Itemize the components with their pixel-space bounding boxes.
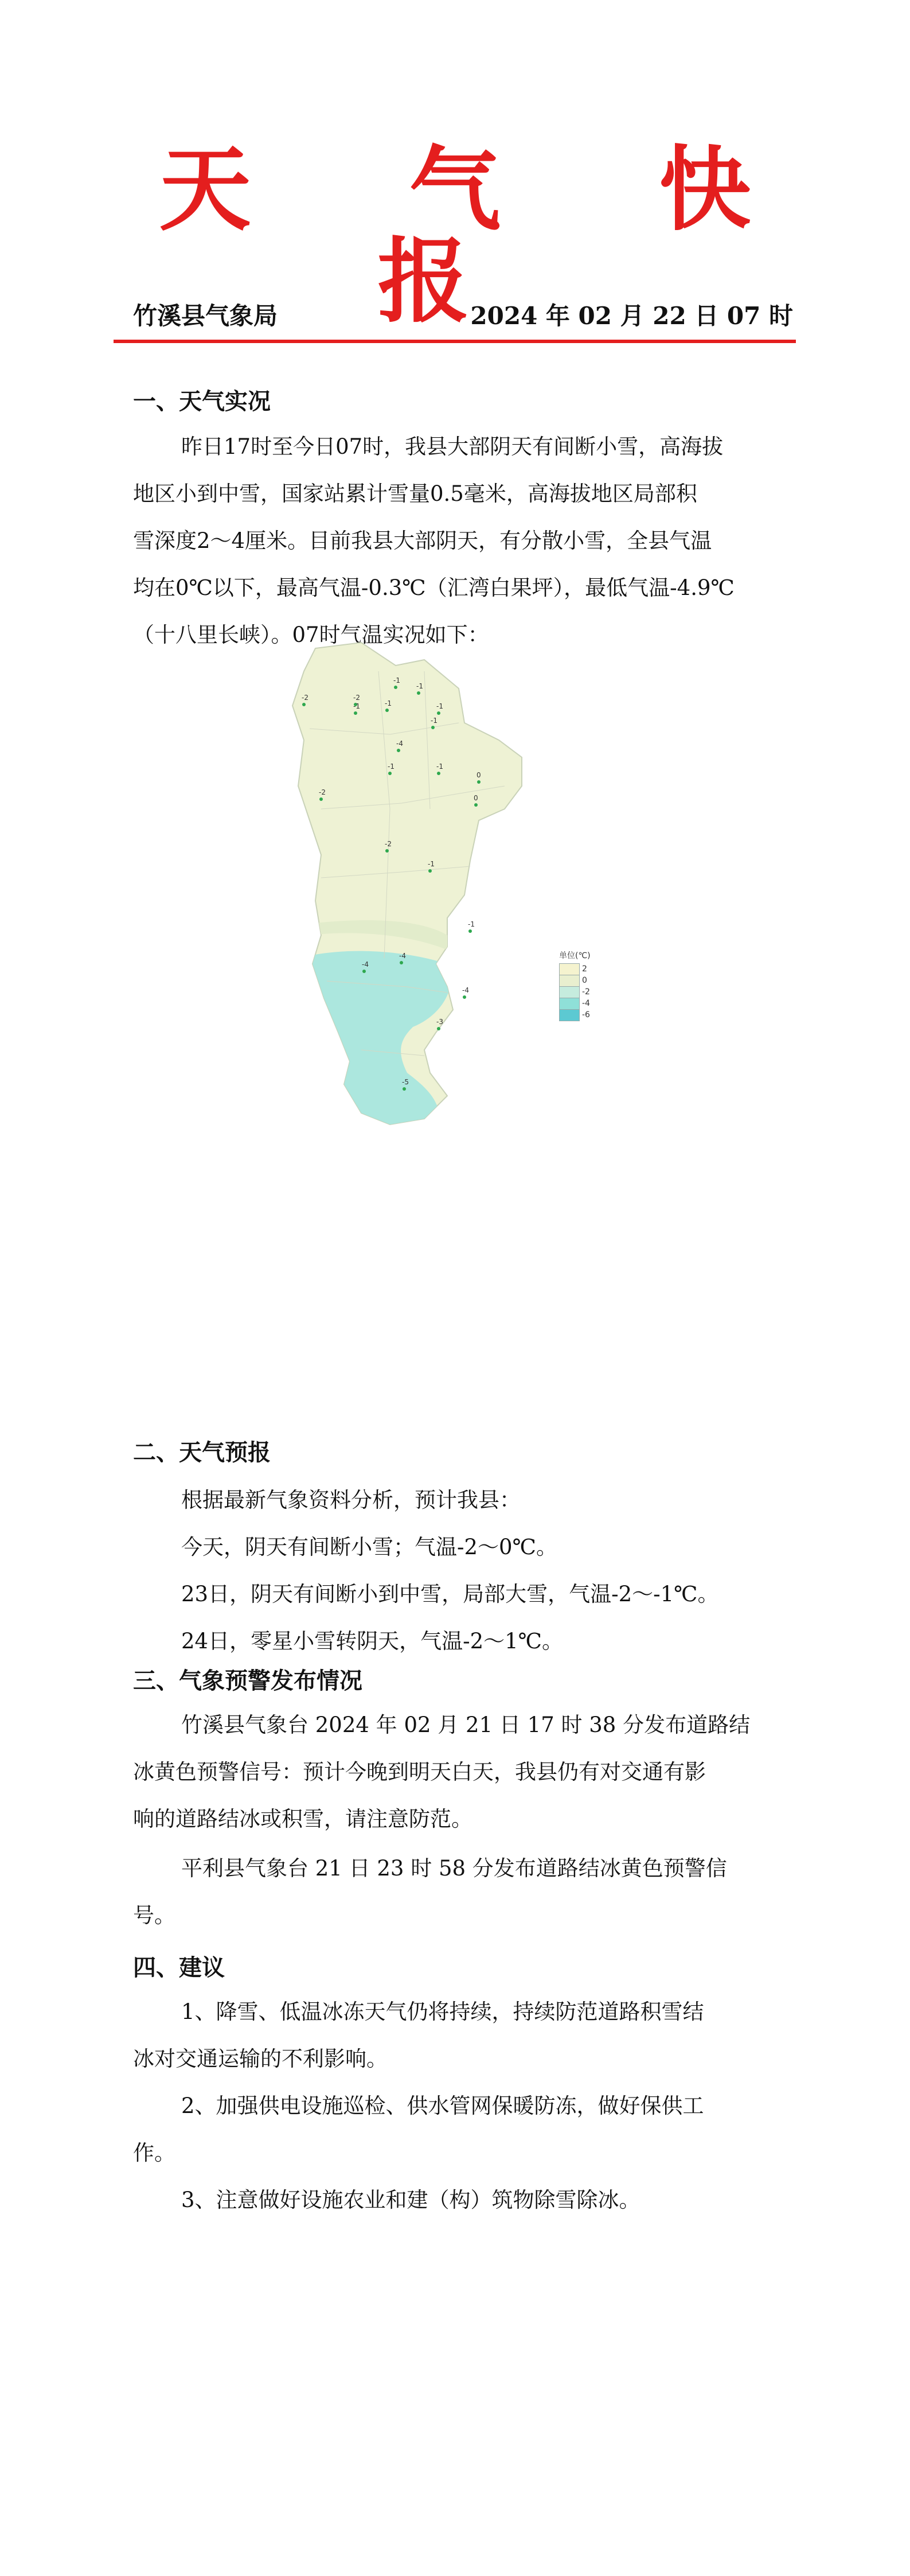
warning-paragraph: 竹溪县气象台 2024 年 02 月 21 日 17 时 38 分发布道路结 冰黄色预警信号：预计今晚到明天白天，我县仍有对交通有影 响的道路结冰或积雪，请注意防范。 [133, 1713, 751, 1831]
legend-row: -2 [559, 986, 622, 998]
text-line: 均在0℃以下，最高气温-0.3℃（汇湾白果坪），最低气温-4.9℃ [133, 575, 735, 600]
station-marker [385, 709, 389, 712]
station-temp-label: -1 [436, 762, 443, 771]
station-marker [302, 703, 306, 706]
station-marker [477, 780, 481, 784]
legend-row: -4 [559, 998, 622, 1009]
station-temp-label: -1 [468, 920, 475, 928]
station-temp-label: -1 [385, 699, 392, 707]
station-temp-label: -1 [436, 702, 443, 710]
station-temp-label: -2 [319, 788, 326, 796]
text-line: （十八里长峡）。07时气温实况如下： [133, 622, 489, 647]
station-marker [474, 803, 478, 807]
section-heading-forecast: 二、天气预报 [133, 1439, 271, 1466]
section-heading-warnings: 三、气象预警发布情况 [133, 1667, 362, 1694]
station-temp-label: -4 [399, 952, 406, 960]
station-marker [319, 797, 323, 801]
legend-row: -6 [559, 1009, 622, 1021]
station-marker [388, 772, 392, 775]
station-marker [437, 1027, 440, 1030]
legend-title: 单位(℃) [559, 951, 591, 960]
station-temp-label: 0 [474, 794, 478, 802]
station-marker [354, 711, 357, 715]
station-marker [400, 961, 403, 964]
section-heading-advice: 四、建议 [133, 1954, 225, 1981]
station-temp-label: -1 [353, 702, 360, 710]
forecast-intro: 根据最新气象资料分析，预计我县： [181, 1488, 521, 1512]
station-marker [397, 749, 400, 752]
station-temp-label: -3 [436, 1018, 443, 1026]
forecast-item: 23日，阴天有间断小到中雪，局部大雪，气温-2～-1℃。 [181, 1582, 719, 1606]
warning-paragraph: 平利县气象台 21 日 23 时 58 分发布道路结冰黄色预警信 号。 [133, 1856, 727, 1928]
forecast-item: 24日，零星小雪转阴天，气温-2～1℃。 [181, 1629, 564, 1653]
station-temp-label: -4 [396, 740, 403, 748]
station-marker [468, 929, 472, 933]
station-temp-label: -4 [462, 986, 469, 994]
station-marker [437, 711, 440, 715]
station-temp-label: -1 [428, 860, 435, 868]
station-marker [437, 772, 440, 775]
county-shape [292, 643, 522, 1124]
station-marker [362, 970, 366, 973]
station-marker [428, 869, 432, 873]
station-temp-label: -1 [393, 676, 400, 684]
station-temp-label: -2 [385, 840, 392, 848]
station-temp-label: -1 [431, 717, 438, 725]
station-temp-label: -2 [353, 694, 360, 702]
station-marker [394, 686, 397, 689]
station-temp-label: 0 [477, 771, 481, 779]
legend-row: 0 [559, 975, 622, 986]
page-title: 天 气 快 报 [159, 135, 814, 335]
station-marker [463, 995, 466, 999]
issuing-org: 竹溪县气象局 [133, 302, 278, 330]
text-line: 昨日17时至今日07时，我县大部阴天有间断小雪，高海拔 [181, 434, 724, 459]
temperature-map [275, 637, 619, 1136]
station-marker [385, 849, 389, 853]
station-temp-label: -5 [402, 1078, 409, 1086]
advice-paragraph: 3、注意做好设施农业和建（构）筑物除雪除冰。 [181, 2188, 640, 2212]
advice-paragraph: 1、降雪、低温冰冻天气仍将持续，持续防范道路积雪结 冰对交通运输的不利影响。 [133, 1999, 704, 2071]
section-heading-observation: 一、天气实况 [133, 388, 271, 415]
observation-paragraph [133, 423, 792, 659]
station-marker [431, 726, 435, 729]
station-temp-label: -1 [416, 682, 423, 690]
map-legend [559, 950, 622, 1021]
station-temp-label: -2 [302, 694, 308, 702]
issue-datetime: 2024 年 02 月 22 日 07 时 [470, 302, 793, 330]
legend-row: 2 [559, 963, 622, 975]
header-rule [114, 340, 796, 343]
station-marker [403, 1087, 406, 1091]
station-temp-label: -4 [362, 960, 369, 968]
text-line: 雪深度2～4厘米。目前我县大部阴天，有分散小雪，全县气温 [133, 528, 712, 553]
station-marker [417, 691, 420, 695]
forecast-item: 今天，阴天有间断小雪；气温-2～0℃。 [181, 1535, 557, 1559]
advice-paragraph: 2、加强供电设施巡检、供水管网保暖防冻，做好保供工 作。 [133, 2094, 704, 2165]
station-temp-label: -1 [388, 762, 395, 771]
text-line: 地区小到中雪，国家站累计雪量0.5毫米，高海拔地区局部积 [133, 481, 697, 506]
